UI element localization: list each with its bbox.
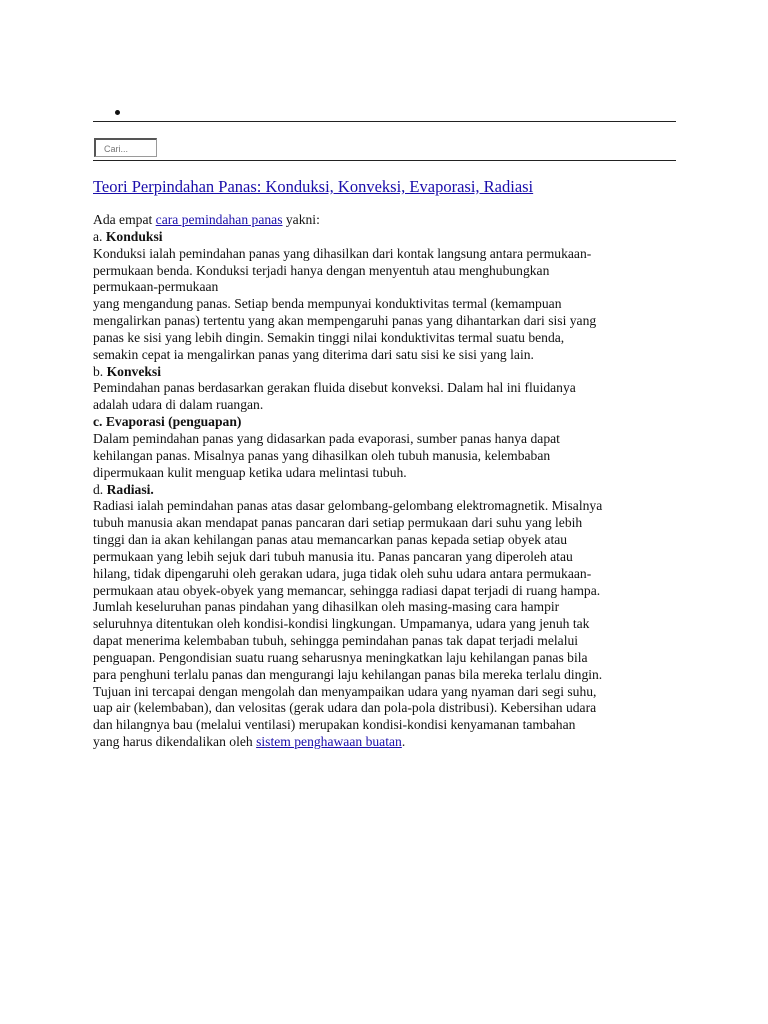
konduksi-heading bbox=[93, 229, 676, 246]
radiasi-line: penguapan. Pengondisian suatu ruang seharusnya meningkatkan laju kehilangan panas bila bbox=[93, 649, 588, 665]
radiasi-line: hilang, tidak dipengaruhi oleh gerakan udara, juga tidak oleh suhu udara antara permukaan- bbox=[93, 565, 592, 581]
air-conditioning-system-link[interactable]: sistem penghawaan buatan bbox=[256, 734, 402, 750]
divider-bottom bbox=[93, 160, 676, 161]
radiasi-line: seluruhnya ditentukan oleh kondisi-kondisi lingkungan. Umpamanya, udara yang jenuh tak bbox=[93, 616, 590, 632]
radiasi-line: tubuh manusia akan mendapat panas pancaran dari setiap permukaan dari suhu yang lebih bbox=[93, 515, 583, 531]
konduksi-line: yang mengandung panas. Setiap benda mempunyai konduktivitas termal (kemampuan bbox=[93, 296, 562, 312]
evaporasi-line: kehilangan panas. Misalnya panas yang dihasilkan oleh tubuh manusia, kelembaban bbox=[93, 447, 551, 463]
radiasi-line: dan hilangnya bau (melalui ventilasi) merupakan kondisi-kondisi kenyamanan tambahan bbox=[93, 717, 576, 733]
radiasi-last-line bbox=[93, 734, 676, 751]
konduksi-marker: a. bbox=[93, 228, 106, 244]
konduksi-line: permukaan-permukaan bbox=[93, 279, 219, 295]
radiasi-last-after: . bbox=[401, 734, 406, 750]
radiasi-line: dapat menerima kelembaban tubuh, sehingga pemindahan panas tak dapat terjadi melalui bbox=[93, 633, 579, 649]
radiasi-line: Jumlah keseluruhan panas pindahan yang dihasilkan oleh masing-masing cara hampir bbox=[93, 599, 560, 615]
article-body bbox=[93, 212, 676, 751]
evaporasi-heading bbox=[93, 414, 676, 431]
konduksi-line: permukaan benda. Konduksi terjadi hanya dengan menyentuh atau menghubungkan bbox=[93, 262, 550, 278]
nav-bullet-item bbox=[93, 104, 676, 122]
konveksi-marker: b. bbox=[93, 363, 107, 379]
konduksi-line: Konduksi ialah pemindahan panas yang dihasilkan dari kontak langsung antara permukaan- bbox=[93, 245, 592, 261]
radiasi-line: Tujuan ini tercapai dengan mengolah dan menyampaikan udara yang nyaman dari segi suhu, bbox=[93, 683, 597, 699]
radiasi-line: permukaan atau obyek-obyek yang memancar, sehingga radiasi dapat terjadi di ruang hampa. bbox=[93, 582, 601, 598]
radiasi-heading bbox=[93, 482, 676, 499]
konduksi-line: mengalirkan panas) tertentu yang akan mempengaruhi panas yang dihantarkan dari sisi yang bbox=[93, 313, 597, 329]
heat-transfer-link[interactable]: cara pemindahan panas bbox=[155, 212, 283, 227]
konduksi-title: Konduksi bbox=[105, 228, 163, 244]
radiasi-line: uap air (kelembaban), dan velositas (gerak udara dan pola-pola distribusi). Kebersihan udara bbox=[93, 700, 597, 716]
konduksi-line: semakin cepat ia mengalirkan panas yang diterima dari satu sisi ke sisi yang lain. bbox=[93, 346, 534, 362]
evaporasi-title: c. Evaporasi (penguapan) bbox=[93, 414, 242, 430]
radiasi-marker: d. bbox=[93, 481, 107, 497]
konveksi-line: adalah udara di dalam ruangan. bbox=[93, 397, 264, 413]
konduksi-line: panas ke sisi yang lebih dingin. Semakin tinggi nilai konduktivitas termal suatu benda, bbox=[93, 329, 565, 345]
intro-text-after: yakni: bbox=[282, 212, 320, 227]
radiasi-line: para penghuni terlalu panas dan mengurangi laju kehilangan panas bila mereka terlalu dingin. bbox=[93, 666, 603, 682]
konveksi-line: Pemindahan panas berdasarkan gerakan fluida disebut konveksi. Dalam hal ini fluidanya bbox=[93, 380, 576, 396]
radiasi-line: permukaan yang lebih sejuk dari tubuh manusia itu. Panas pancaran yang diperoleh atau bbox=[93, 548, 573, 564]
konveksi-title: Konveksi bbox=[106, 363, 161, 379]
search-input[interactable] bbox=[94, 138, 157, 157]
evaporasi-line: Dalam pemindahan panas yang didasarkan pada evaporasi, sumber panas hanya dapat bbox=[93, 430, 560, 446]
radiasi-line: tinggi dan ia akan kehilangan panas atau memancarkan panas kepada setiap obyek atau bbox=[93, 532, 568, 548]
intro-text-before: Ada empat bbox=[93, 212, 156, 227]
intro-line bbox=[93, 212, 676, 229]
evaporasi-line: dipermukaan kulit menguap ketika udara melintasi tubuh. bbox=[93, 464, 407, 480]
bullet-icon bbox=[115, 110, 120, 115]
radiasi-title: Radiasi. bbox=[106, 481, 154, 497]
divider-top bbox=[93, 121, 676, 122]
radiasi-line: Radiasi ialah pemindahan panas atas dasar gelombang-gelombang elektromagnetik. Misalnya bbox=[93, 498, 603, 514]
article-title-link[interactable]: Teori Perpindahan Panas: Konduksi, Konveksi, Evaporasi, Radiasi bbox=[93, 177, 534, 196]
radiasi-last-before: yang harus dikendalikan oleh bbox=[93, 734, 257, 750]
konveksi-heading bbox=[93, 364, 676, 381]
